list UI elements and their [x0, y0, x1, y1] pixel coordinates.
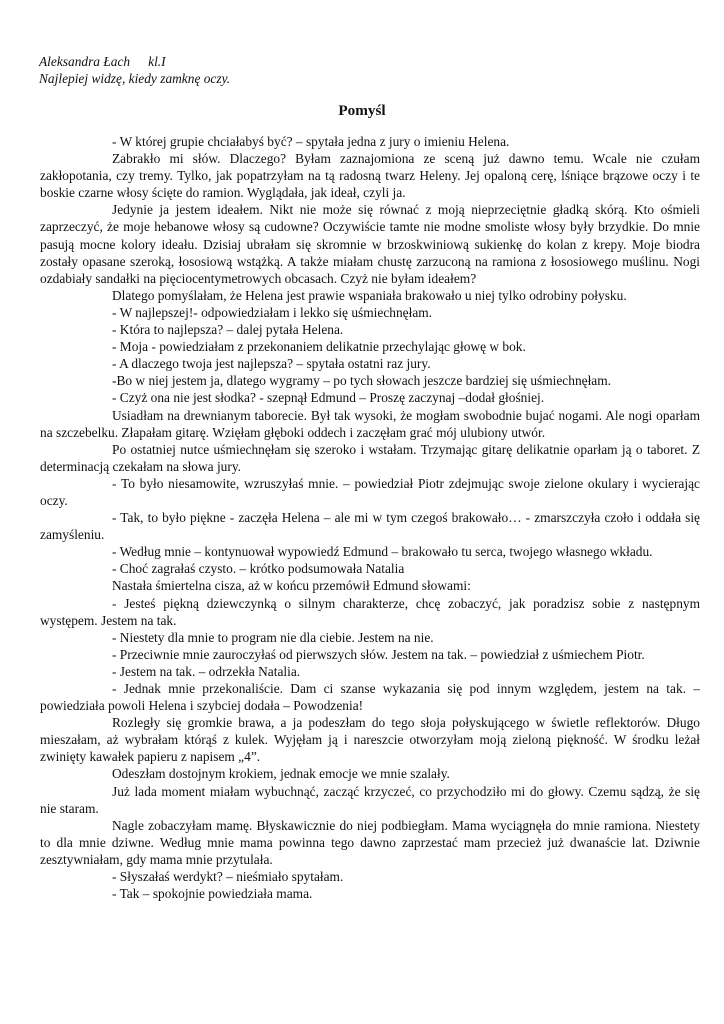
paragraph: Usiadłam na drewnianym taborecie. Był tak wysoki, że mogłam swobodnie bujać nogami. Ale nogi oparłam na szczebelku. Złapałam gitarę. Wzięłam głęboki oddech i zaczęłam grać mój ulubiony utwór. [40, 407, 700, 440]
paragraph: - Jednak mnie przekonaliście. Dam ci szanse wykazania się pod innym względem, jestem na tak. – powiedziała powoli Helena i szybciej dodała – Powodzenia! [40, 681, 700, 714]
paragraph: - Jestem na tak. – odrzekła Natalia. [112, 663, 301, 679]
paragraph: - Moja - powiedziałam z przekonaniem delikatnie przechylając głowę w bok. [112, 339, 526, 355]
paragraph: - Choć zagrałaś czysto. – krótko podsumowała Natalia [112, 561, 405, 577]
document-title: Pomyśl [338, 102, 386, 119]
paragraph: -Bo w niej jestem ja, dlatego wygramy – po tych słowach jeszcze bardziej się uśmiechnęłam. [112, 373, 612, 389]
paragraph: - Przeciwnie mnie zauroczyłaś od pierwszych słów. Jestem na tak. – powiedział z uśmiechem Piotr. [112, 646, 645, 662]
paragraph: Nastała śmiertelna cisza, aż w końcu przemówił Edmund słowami: [112, 578, 471, 594]
class-label: kl.I [148, 54, 166, 69]
subtitle-line: Najlepiej widzę, kiedy zamknę oczy. [39, 71, 231, 86]
paragraph: - W najlepszej!- odpowiedziałam i lekko się uśmiechnęłam. [112, 304, 433, 320]
paragraph: - To było niesamowite, wzruszyłaś mnie. – powiedział Piotr zdejmując swoje zielone okulary i wycierając oczy. [40, 475, 700, 508]
author-line [39, 54, 166, 70]
paragraph: - A dlaczego twoja jest najlepsza? – spytała ostatni raz jury. [112, 356, 431, 372]
paragraph: - Niestety dla mnie to program nie dla ciebie. Jestem na nie. [112, 629, 434, 645]
paragraph: - Która to najlepsza? – dalej pytała Helena. [112, 322, 344, 338]
paragraph: Nagle zobaczyłam mamę. Błyskawicznie do niej podbiegłam. Mama wyciągnęła do mnie ramiona. Niestety to dla mnie dziwne. Według mnie mama powinna tego dawno zaprzestać mam przecież już dwanaście lat. Dziwnie zesztywniałam, gdy mama mnie przytulała. [40, 817, 700, 867]
paragraph: Jedynie ja jestem ideałem. Nikt nie może się równać z moją nieprzeciętnie gładką skórą. Kto ośmieli zaprzeczyć, że moje hebanowe włosy są cudowne? Oczywiście tamte nie modne smoliste włosy były brzydkie. Do mnie pasują mocne kolory ideału. Dzisiaj ubrałam się skromnie w brzoskwiniową sukienkę do kolan z krepy. Moje biodra zostały opasane szeroką, łososiową wstążką. A także miałam chustę zarzuconą na ramiona z łososiowego muślinu. Nogi ozdabiały sandałki na pięciocentymetrowych obcasach. Czyż nie byłam ideałem? [40, 202, 700, 286]
paragraph: - Tak – spokojnie powiedziała mama. [112, 886, 313, 902]
paragraph: Zabrakło mi słów. Dlaczego? Byłam zaznajomiona ze sceną już dawno temu. Wcale nie czułam zakłopotania, czy tremy. Tylko, jak popatrzyłam na tą radosną twarz Heleny. Jej opaloną cerę, lśniące brązowe oczy i te boskie czarne włosy ścięte do ramion. Wyglądała, jak ideał, czyli ja. [40, 151, 700, 201]
paragraph: - Jesteś piękną dziewczynką o silnym charakterze, chcę zobaczyć, jak poradzisz sobie z następnym występem. Jestem na tak. [40, 595, 700, 628]
paragraph: Odeszłam dostojnym krokiem, jednak emocje we mnie szalały. [112, 766, 450, 782]
paragraph: - Według mnie – kontynuował wypowiedź Edmund – brakowało tu serca, twojego własnego wkładu. [112, 544, 653, 560]
paragraph: Rozległy się gromkie brawa, a ja podeszłam do tego słoja połyskującego w świetle reflektorów. Długo mieszałam, aż wybrałam którąś z kulek. Wyjęłam ją i nareszcie otworzyłam moją zieloną piękność. W środku leżał zwinięty kawałek papieru z napisem „4”. [40, 715, 700, 765]
paragraph: - Tak, to było piękne - zaczęła Helena – ale mi w tym czegoś brakowało… - zmarszczyła czoło i oddała się zamyśleniu. [40, 510, 700, 543]
paragraph: - Słyszałaś werdykt? – nieśmiało spytałam. [112, 869, 344, 885]
paragraph: - W której grupie chciałabyś być? – spytała jedna z jury o imieniu Helena. [112, 134, 510, 149]
paragraph: - Czyż ona nie jest słodka? - szepnął Edmund – Proszę zaczynaj –dodał głośniej. [112, 390, 545, 406]
author-name: Aleksandra Łach [39, 54, 131, 69]
paragraph: Po ostatniej nutce uśmiechnęłam się szeroko i wstałam. Trzymając gitarę delikatnie oparłam ją o taboret. Z determinacją czekałam na słowa jury. [40, 441, 700, 474]
paragraph: Dlatego pomyślałam, że Helena jest prawie wspaniała brakowało u niej tylko odrobiny połysku. [112, 287, 627, 303]
document-body [40, 133, 700, 902]
paragraph: Już lada moment miałam wybuchnąć, zacząć krzyczeć, co przychodziło mi do głowy. Czemu sądzą, że się nie staram. [40, 783, 700, 816]
